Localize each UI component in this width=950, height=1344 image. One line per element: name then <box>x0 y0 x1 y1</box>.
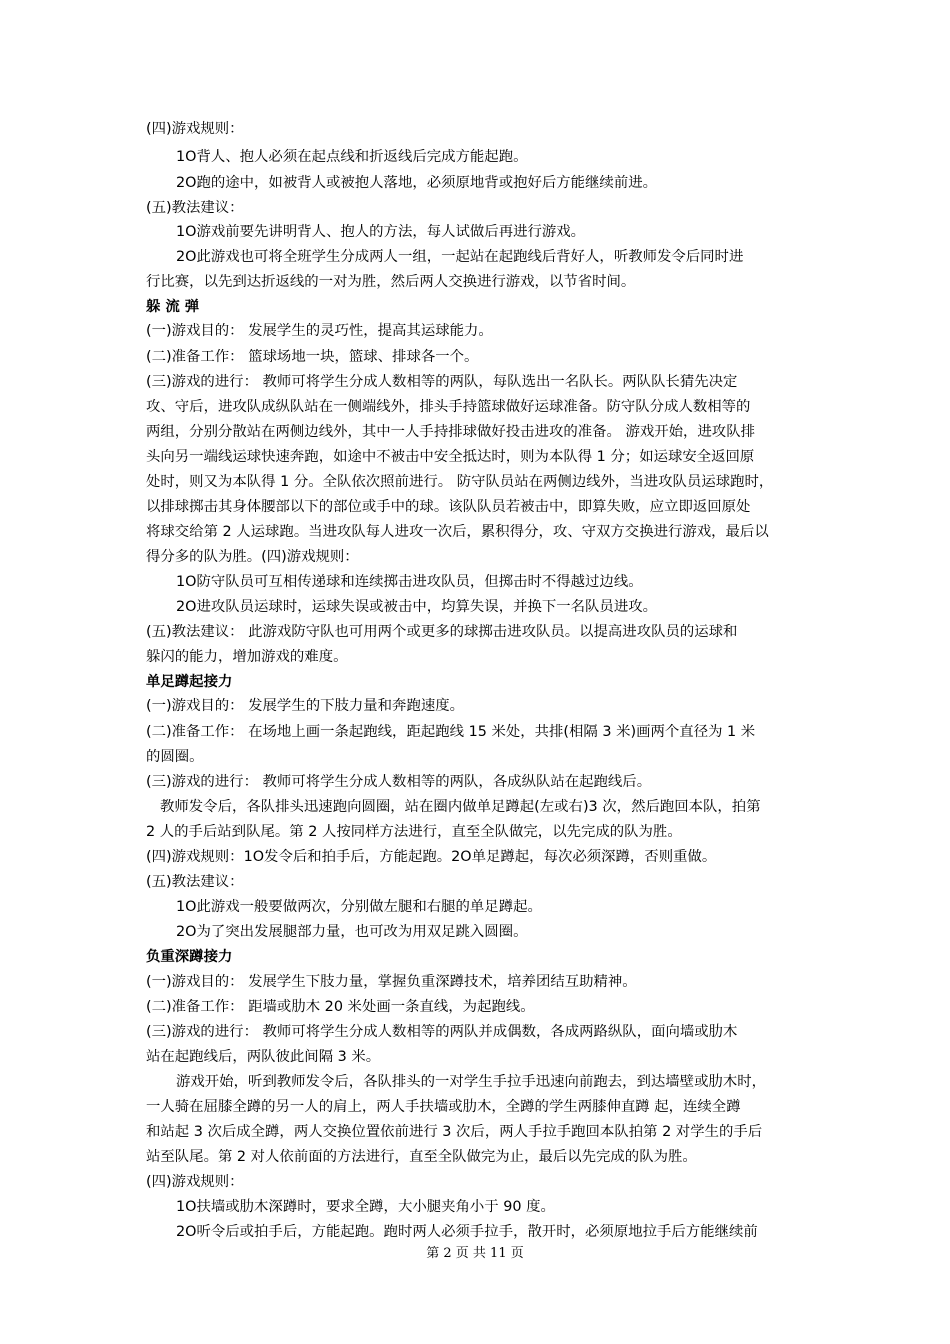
paragraph-line: 2 人的手后站到队尾。第 2 人按同样方法进行，直至全队做完，以先完成的队为胜。 <box>146 824 682 840</box>
rule-item: 2O跑的途中，如被背人或被抱人落地，必须原地背或抱好后方能继续前进。 <box>176 175 657 191</box>
section-heading: (四)游戏规则： <box>146 1174 244 1190</box>
section-line: (一)游戏目的： 发展学生的下肢力量和奔跑速度。 <box>146 698 465 714</box>
section-line: (一)游戏目的： 发展学生的灵巧性，提高其运球能力。 <box>146 323 493 339</box>
section-line: (四)游戏规则：1O发令后和拍手后，方能起跑。2O单足蹲起，每次必须深蹲，否则重做。 <box>146 849 717 865</box>
page-footer: 第 2 页 共 11 页 <box>426 1246 524 1261</box>
rule-item: 1O防守队员可互相传递球和连续掷击进攻队员，但掷击时不得越过边线。 <box>176 574 643 590</box>
rule-item: 2O进攻队员运球时，运球失误或被击中，均算失误，并换下一名队员进攻。 <box>176 599 657 615</box>
paragraph-line: 的圆圈。 <box>146 749 204 765</box>
paragraph-line: 游戏开始，听到教师发令后，各队排头的一对学生手拉手迅速向前跑去，到达墙壁或肋木时， <box>176 1074 767 1090</box>
paragraph-line: (二)准备工作： 在场地上画一条起跑线，距起跑线 15 米处，共排(相隔 3 米)画两个直径为 1 米 <box>146 724 756 740</box>
paragraph-line: 以排球掷击其身体腰部以下的部位或手中的球。该队队员若被击中，即算失败，应立即返回原处 <box>146 499 751 515</box>
section-heading: (四)游戏规则： <box>146 121 244 137</box>
section-heading: (五)教法建议： <box>146 200 244 216</box>
rule-item: 1O扶墙或肋木深蹲时，要求全蹲，大小腿夹角小于 90 度。 <box>176 1199 555 1215</box>
paragraph-line: (三)游戏的进行： 教师可将学生分成人数相等的两队并成偶数，各成两路纵队，面向墙或肋木 <box>146 1024 738 1040</box>
paragraph-line: 两组，分别分散站在两侧边线外，其中一人手持排球做好投击进攻的准备。 游戏开始，进攻队排 <box>146 424 755 440</box>
paragraph-line: (三)游戏的进行： 教师可将学生分成人数相等的两队，每队选出一名队长。两队队长猜先决定 <box>146 374 738 390</box>
paragraph-line: 站在起跑线后，两队彼此间隔 3 米。 <box>146 1049 381 1065</box>
paragraph-line: 头向另一端线运球快速奔跑，如途中不被击中安全抵达时，则为本队得 1 分；如运球安全返回原 <box>146 449 755 465</box>
section-heading: (五)教法建议： <box>146 874 244 890</box>
game-title: 躲 流 弹 <box>146 299 200 315</box>
paragraph-line: 处时，则又为本队得 1 分。全队依次照前进行。 防守队员站在两侧边线外，当进攻队员运球跑时， <box>146 474 774 490</box>
paragraph-line: 教师发令后，各队排头迅速跑向圆圈，站在圈内做单足蹲起(左或右)3 次，然后跑回本队，拍第 <box>160 799 761 815</box>
section-line: (一)游戏目的： 发展学生下肢力量，掌握负重深蹲技术，培养团结互助精神。 <box>146 974 637 990</box>
rule-item: 2O听令后或拍手后，方能起跑。跑时两人必须手拉手，散开时，必须原地拉手后方能继续前 <box>176 1224 758 1240</box>
paragraph-line: (五)教法建议： 此游戏防守队也可用两个或更多的球掷击进攻队员。以提高进攻队员的运球和 <box>146 624 738 640</box>
paragraph-line: 和站起 3 次后成全蹲，两人交换位置依前进行 3 次后，两人手拉手跑回本队拍第 2 对学生的手后 <box>146 1124 763 1140</box>
paragraph-line: 一人骑在屈膝全蹲的另一人的肩上，两人手扶墙或肋木，全蹲的学生两膝伸直蹲 起，连续全蹲 <box>146 1099 741 1115</box>
game-title: 负重深蹲接力 <box>146 949 233 965</box>
game-title: 单足蹲起接力 <box>146 674 233 690</box>
paragraph-line: 躲闪的能力，增加游戏的难度。 <box>146 649 348 665</box>
section-line: (二)准备工作： 篮球场地一块，篮球、排球各一个。 <box>146 349 479 365</box>
paragraph-line: 将球交给第 2 人运球跑。当进攻队每人进攻一次后，累积得分，攻、守双方交换进行游戏，最后以 <box>146 524 769 540</box>
advice-item: 2O为了突出发展腿部力量，也可改为用双足跳入圆圈。 <box>176 924 528 940</box>
advice-item: 2O此游戏也可将全班学生分成两人一组，一起站在起跑线后背好人，听教师发令后同时进 <box>176 249 744 265</box>
paragraph-line: 行比赛，以先到达折返线的一对为胜，然后两人交换进行游戏，以节省时间。 <box>146 274 636 290</box>
paragraph-line: 站至队尾。第 2 对人依前面的方法进行，直至全队做完为止，最后以先完成的队为胜。 <box>146 1149 697 1165</box>
advice-item: 1O游戏前要先讲明背人、抱人的方法，每人试做后再进行游戏。 <box>176 224 586 240</box>
section-line: (二)准备工作： 距墙或肋木 20 米处画一条直线，为起跑线。 <box>146 999 535 1015</box>
paragraph-line: 得分多的队为胜。(四)游戏规则： <box>146 549 359 565</box>
paragraph-line: 攻、守后，进攻队成纵队站在一侧端线外，排头手持篮球做好运球准备。防守队分成人数相等的 <box>146 399 751 415</box>
rule-item: 1O背人、抱人必须在起点线和折返线后完成方能起跑。 <box>176 149 528 165</box>
section-line: (三)游戏的进行： 教师可将学生分成人数相等的两队，各成纵队站在起跑线后。 <box>146 774 652 790</box>
advice-item: 1O此游戏一般要做两次，分别做左腿和右腿的单足蹲起。 <box>176 899 542 915</box>
